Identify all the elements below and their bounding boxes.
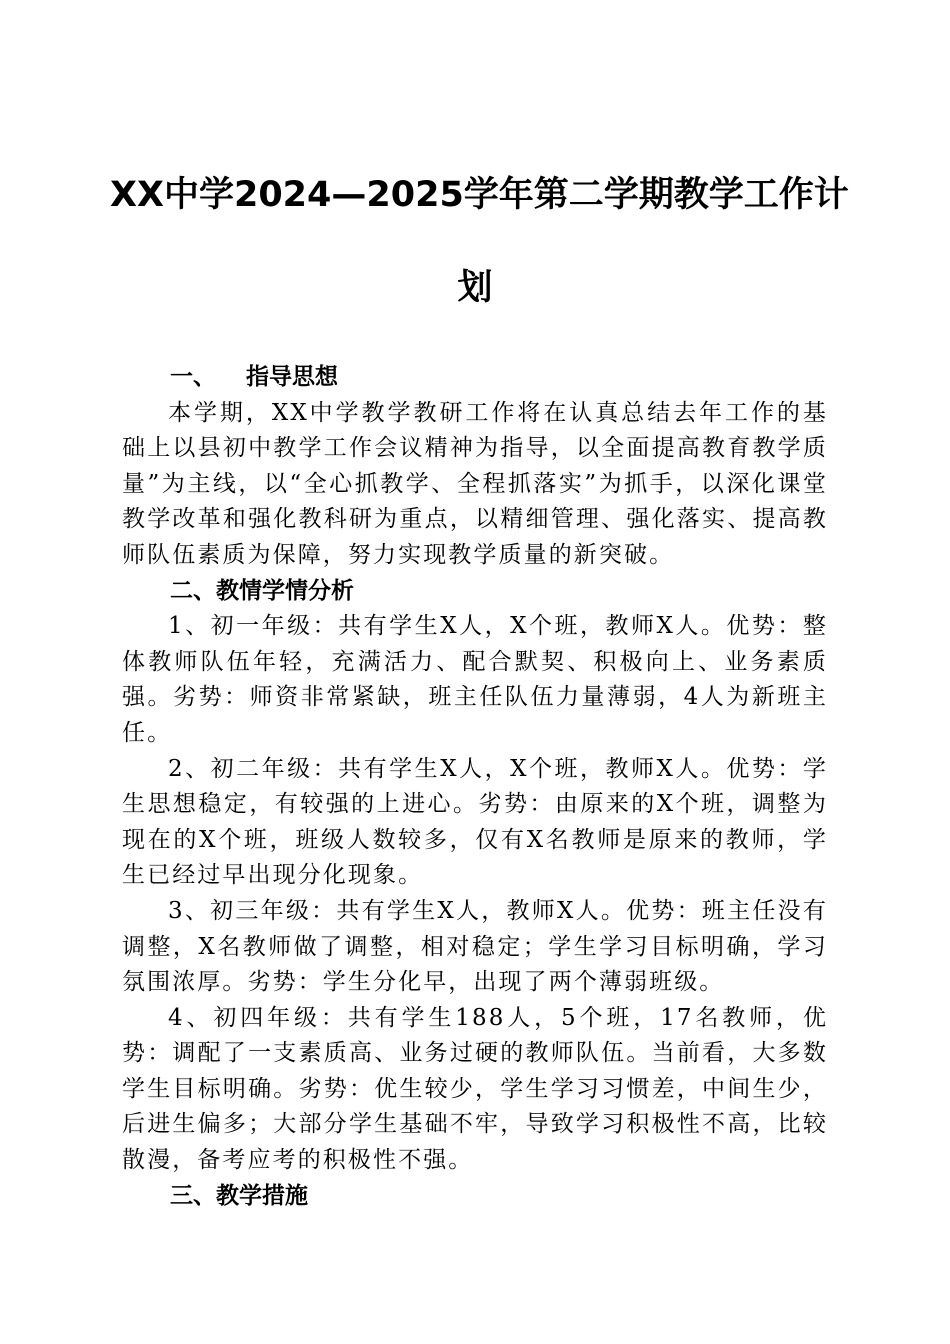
document-title-line-1: XX中学2024—2025学年第二学期教学工作计 — [110, 175, 849, 215]
section-heading-1 — [122, 360, 828, 396]
paragraph-grade-2: 2、初二年级：共有学生X人，X个班，教师X人。优势：学生思想稳定，有较强的上进心。劣势：由原来的X个班，调整为现在的X个班，班级人数较多，仅有X名教师是原来的教师，学生已经过早出现分化现象。 — [122, 755, 828, 889]
paragraph-grade-3: 3、初三年级：共有学生X人，教师X人。优势：班主任没有调整，X名教师做了调整，相对稳定；学生学习目标明确，学习氛围浓厚。劣势：学生分化早，出现了两个薄弱班级。 — [122, 897, 828, 996]
section-heading-1-text: 指导思想 — [246, 364, 338, 390]
paragraph-grade-4: 4、初四年级：共有学生188人，5个班，17名教师，优势：调配了一支素质高、业务过硬的教师队伍。当前看，大多数学生目标明确。劣势：优生较少，学生学习习惯差，中间生少，后进生偏多；大部分学生基础不牢，导致学习积极性不高，比较散漫，备考应考的积极性不强。 — [122, 1004, 828, 1174]
paragraph-grade-1: 1、初一年级：共有学生X人，X个班，教师X人。优势：整体教师队伍年轻，充满活力、配合默契、积极向上、业务素质强。劣势：师资非常紧缺，班主任队伍力量薄弱，4人为新班主任。 — [122, 613, 828, 746]
section-number-1: 一、 — [170, 364, 216, 390]
paragraph-guiding-thought: 本学期，XX中学教学教研工作将在认真总结去年工作的基础上以县初中教学工作会议精神为指导，以全面提高教育教学质量”为主线，以“全心抓教学、全程抓落实”为抓手，以深化课堂教学改革和强化教科研为重点，以精细管理、强化落实、提高教师队伍素质为保障，努力实现教学质量的新突破。 — [122, 399, 828, 568]
document-title-line-2: 划 — [457, 268, 493, 308]
section-heading-2: 二、教情学情分析 — [170, 577, 354, 604]
document-body — [122, 360, 828, 1214]
section-heading-3: 三、教学措施 — [170, 1182, 308, 1209]
